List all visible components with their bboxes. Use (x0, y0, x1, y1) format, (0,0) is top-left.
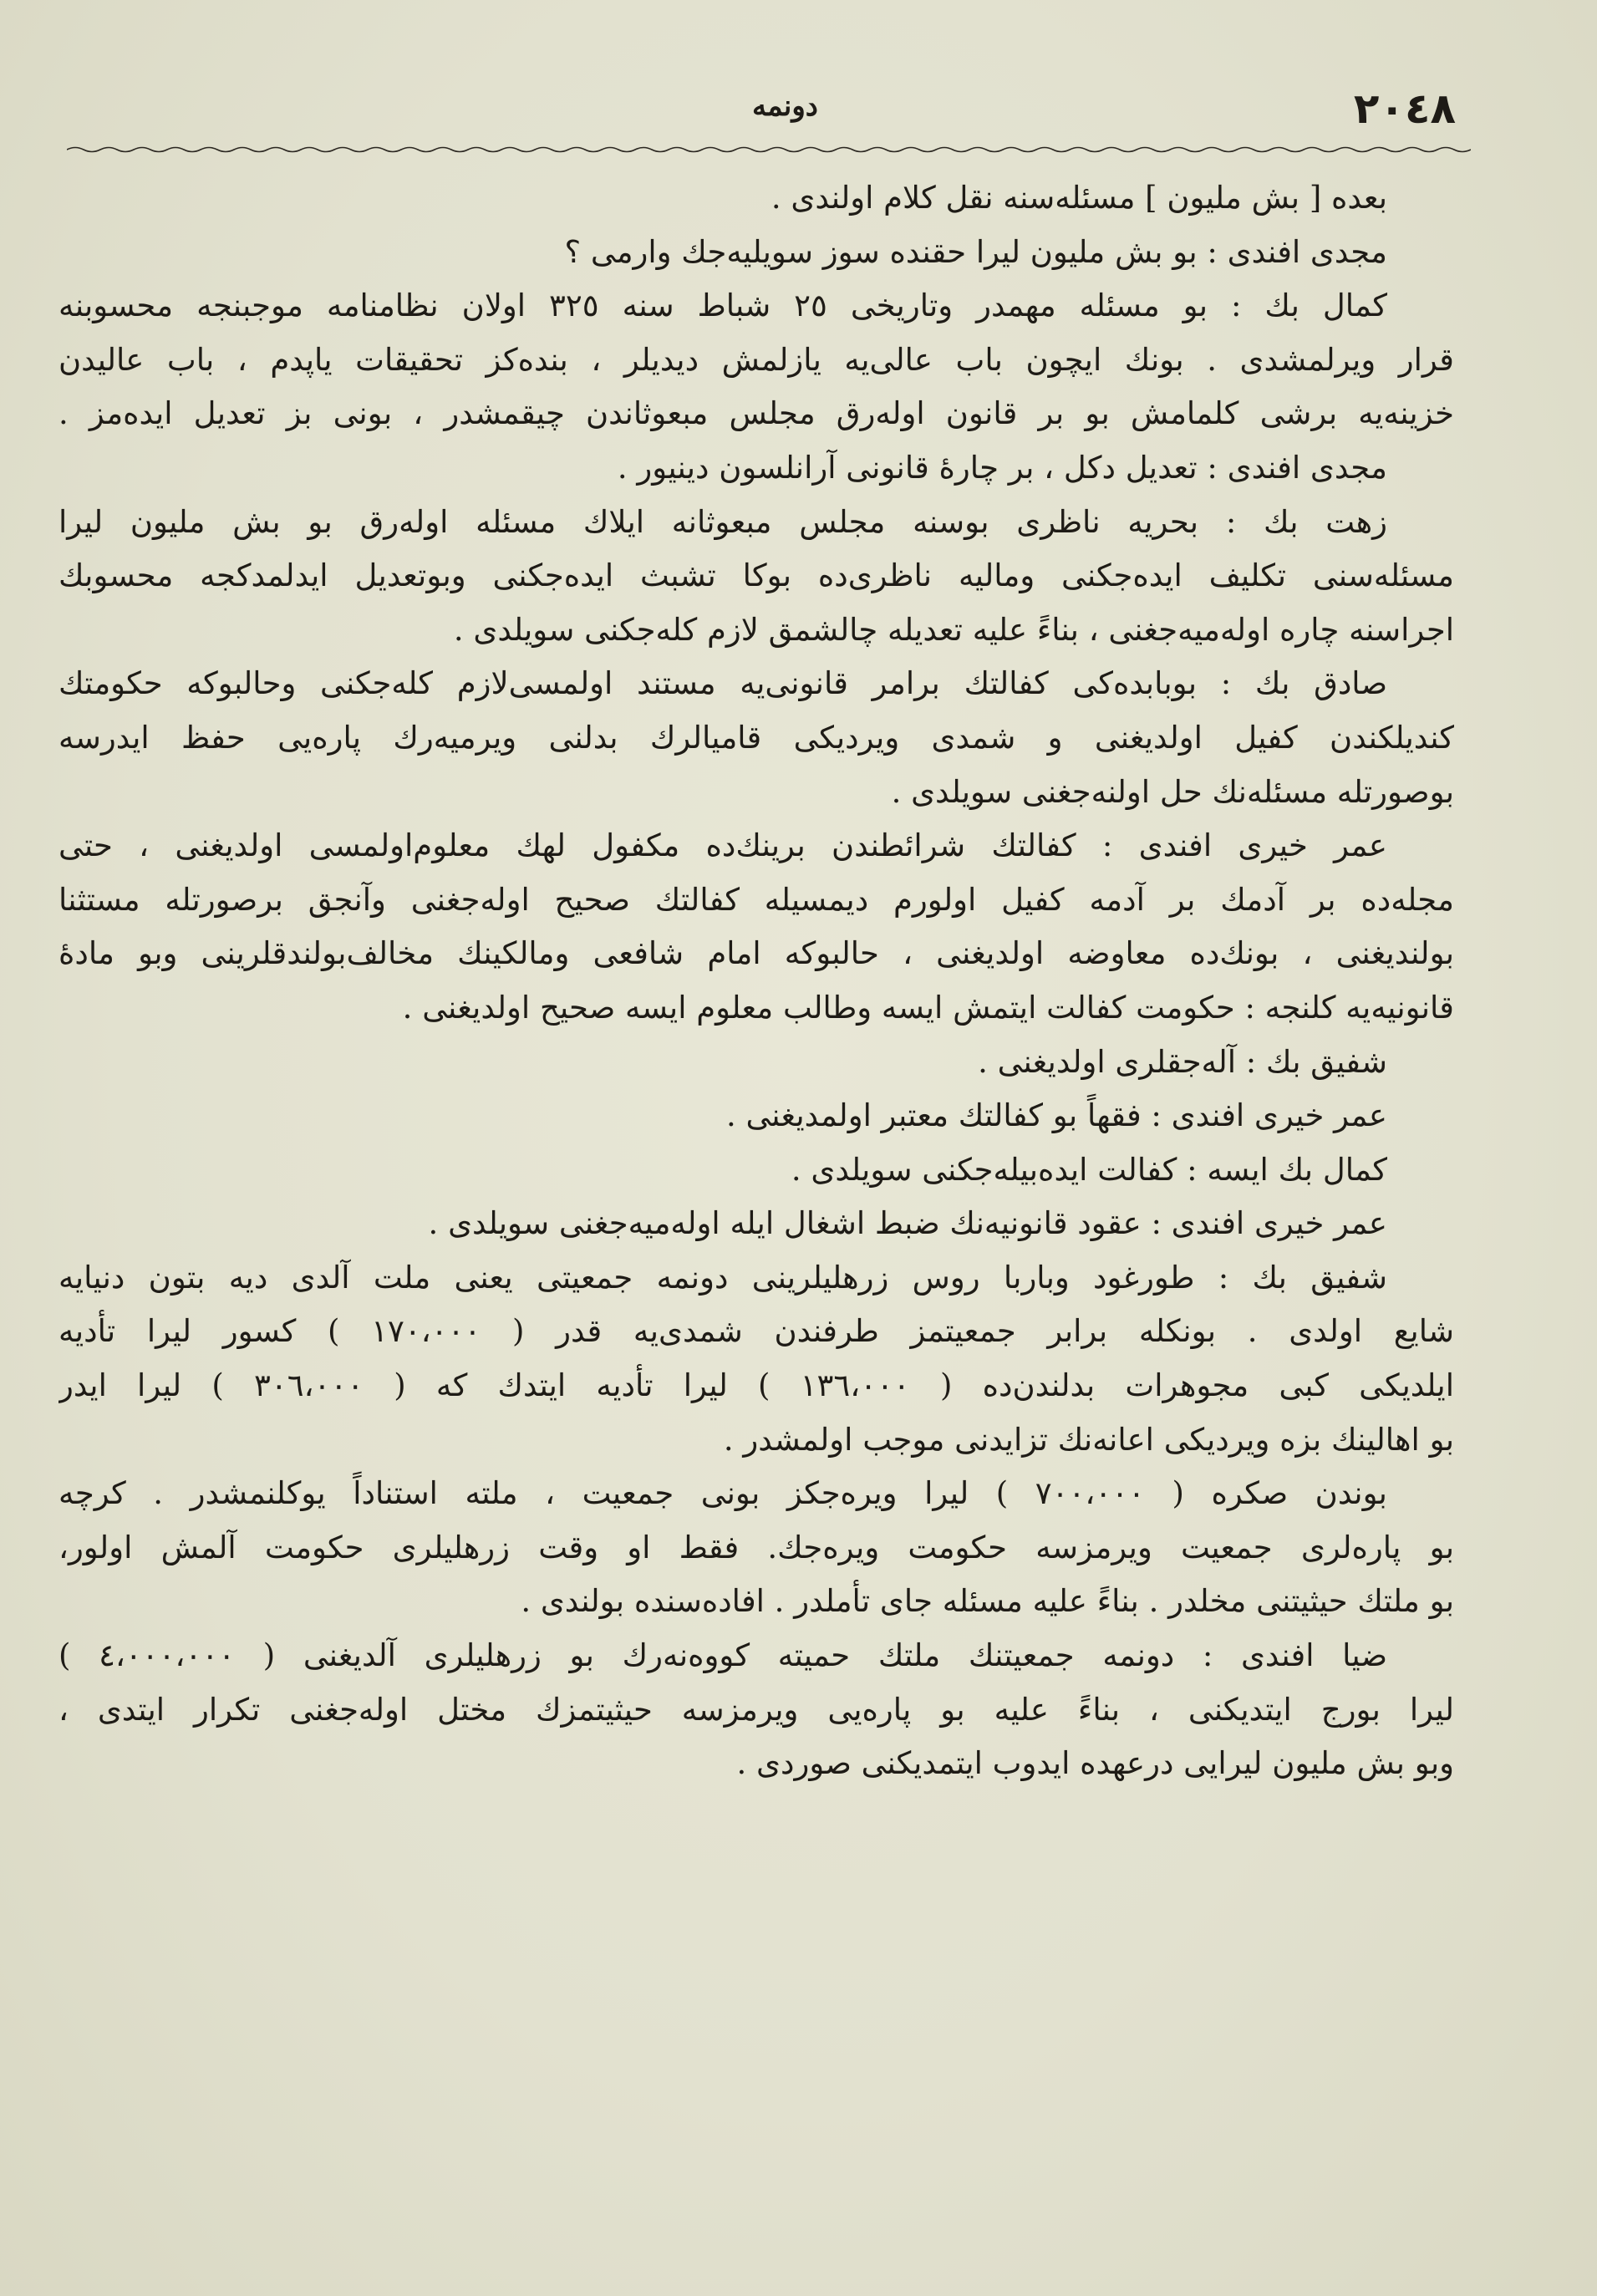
text-line: بعده [ بش مليون ] مسئله‌سنه نقل كلام اولندى . (771, 180, 1387, 216)
text-line: قانونيه‌يه كلنجه : حكومت كفالت ايتمش ايسه وطالب معلوم ايسه صحيح اولديغنى . (402, 989, 1454, 1026)
text-line: مجدى افندى : تعديل دكل ، بر چارهٔ قانونى آرانلسون دينيور . (617, 449, 1387, 486)
text-line: بو اهالينك بزه ويرديكى اعانه‌نك تزايدنى موجب اولمشدر . (723, 1421, 1454, 1458)
text-line: شفيق بك : آله‌جقلرى اولديغنى . (978, 1043, 1387, 1080)
text-line: كمال بك ايسه : كفالت ايده‌بيله‌جكنى سويلدى . (791, 1151, 1387, 1188)
page-number: ٢٠٤٨ (1353, 84, 1456, 133)
header-rule (67, 144, 1471, 155)
text-line: شايع اولدى . بونكله برابر جمعيتمز طرفندن شمدى‌يه قدر ( ١٧٠،٠٠٠ ) كسور ليرا تأديه (58, 1313, 1454, 1350)
text-line: قرار ويرلمشدى . بونك ايچون باب عالى‌يه يازلمش ديديلر ، بنده‌كز تحقيقات ياپدم ، باب عاليدن (58, 341, 1454, 378)
text-line: زهت بك : بحريه ناظرى بوسنه مجلس مبعوثانه ايلاك مسئله اوله‌رق بو بش مليون ليرا (58, 503, 1387, 540)
text-line: اجراسنه چاره اوله‌ميه‌جغنى ، بناءً عليه تعديله چالشمق لازم كله‌جكنى سويلدى . (453, 611, 1454, 648)
text-line: كمال بك : بو مسئله مهمدر وتاريخى ٢٥ شباط سنه ٣٢٥ اولان نظامنامه موجبنجه محسوبنه (58, 288, 1387, 324)
text-line: وبو بش مليون ليرايى درعهده ايدوب ايتمديكنى صوردى . (736, 1745, 1454, 1782)
text-line: عمر خيرى افندى : كفالتك شرائطندن برينك‌ده مكفول لهك معلوم‌اولمسى اولديغنى ، حتى (58, 827, 1387, 864)
text-line: بو پاره‌لرى جمعيت ويرمزسه حكومت ويره‌جك. فقط او وقت زرهليلرى حكومت آلمش اولور، (58, 1529, 1454, 1565)
text-line: مجدى افندى : بو بش مليون ليرا حقنده سوز سويليه‌جك وارمى ؟ (564, 233, 1387, 270)
text-line: مجله‌ده بر آدمك بر آدمه كفيل اولورم ديمسيله كفالتك صحيح اوله‌جغنى وآنجق برصورتله مستثنا (58, 881, 1454, 918)
body-text (58, 171, 1454, 1791)
text-line: ليرا بورج ايتديكنى ، بناءً عليه بو پاره‌يى ويرمزسه حيثيتمزك مختل اوله‌جغنى تكرار ايتدى ، (58, 1691, 1454, 1728)
text-line: بوصورتله مسئله‌نك حل اولنه‌جغنى سويلدى . (891, 773, 1454, 810)
text-line: مسئله‌سنى تكليف ايده‌جكنى وماليه ناظرى‌ده بوكا تشبث ايده‌جكنى وبوتعديل ايدلمدكجه محسوبك (58, 557, 1454, 594)
text-line: ايلديكى كبى مجوهرات بدلندن‌ده ( ١٣٦،٠٠٠ ) ليرا تأديه ايتدك كه ( ٣٠٦،٠٠٠ ) ليرا ايدر (58, 1367, 1454, 1404)
text-line: بو ملتك حيثيتنى مخلدر . بناءً عليه مسئله جاى تأملدر . افاده‌سنده بولندى . (521, 1583, 1454, 1620)
text-line: عمر خيرى افندى : عقود قانونيه‌نك ضبط اشغال ايله اوله‌ميه‌جغنى سويلدى . (428, 1205, 1387, 1242)
running-title: دونمه (752, 89, 818, 123)
text-line: كنديلكندن كفيل اولديغنى و شمدى ويرديكى قاميالرك بدلنى ويرميه‌رك پاره‌يى حفظ ايدرسه (58, 719, 1454, 756)
text-line: عمر خيرى افندى : فقهاً بو كفالتك معتبر اولمديغنى . (725, 1097, 1387, 1134)
text-line: خزينه‌يه برشى كلمامش بو بر قانون اوله‌رق مجلس مبعوثاندن چيقمشدر ، بونى بز تعديل ايده‌مز . (58, 395, 1454, 432)
text-line: ضيا افندى : دونمه جمعيتنك ملتك حميته كووه‌نه‌رك بو زرهليلرى آلديغنى ( ٤،٠٠٠،٠٠٠ ) (58, 1637, 1387, 1674)
text-line: بولنديغنى ، بونك‌ده معاوضه اولديغنى ، حالبوكه امام شافعى ومالكينك مخالف‌بولندقلرينى وبو ماده‌ٔ (58, 935, 1454, 972)
text-line: صادق بك : بوبابده‌كى كفالتك برامر قانونى‌يه مستند اولمسى‌لازم كله‌جكنى وحالبوكه حكومتك (58, 665, 1387, 702)
text-line: شفيق بك : طورغود وباربا روس زرهليلرينى دونمه جمعيتى يعنى ملت آلدى ديه بتون دنيايه (58, 1259, 1387, 1296)
text-line: بوندن صكره ( ٧٠٠،٠٠٠ ) ليرا ويره‌جكز بونى جمعيت ، ملته استناداً يوكلنمشدر . كرچه (58, 1475, 1387, 1512)
page-header (67, 79, 1471, 146)
